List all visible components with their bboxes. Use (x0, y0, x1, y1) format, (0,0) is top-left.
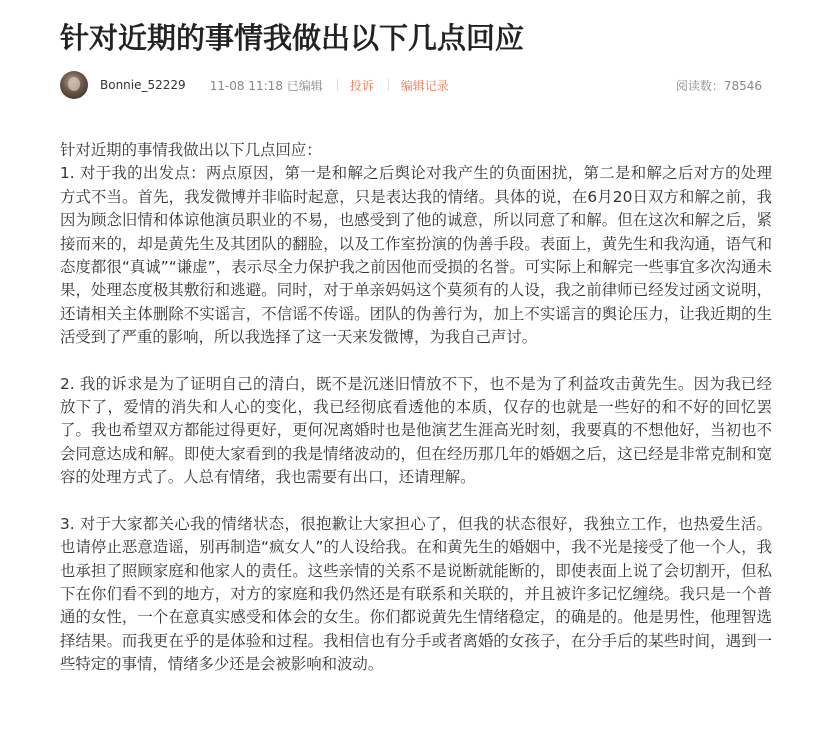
edit-history-link[interactable]: 编辑记录 (400, 78, 449, 93)
read-count: 阅读数：78546 (675, 78, 762, 93)
report-link[interactable]: 投诉 (349, 78, 374, 93)
meta-divider (388, 79, 389, 91)
article-intro: 针对近期的事情我做出以下几点回应： (60, 141, 322, 159)
article-body (60, 139, 772, 700)
meta-divider (337, 79, 338, 91)
post-time: 11-08 11:18 已编辑 (209, 78, 323, 93)
article-paragraph-2: 2. 我的诉求是为了证明自己的清白，既不是沉迷旧情放不下，也不是为了利益攻击黄先生。因为我已经放下了，爱情的消失和人心的变化，我已经彻底看透他的本质，仅存的也就是一些好的和不好的回忆罢了。我也希望双方都能过得更好，更何况离婚时也是他演艺生涯高光时刻，我要真的不想他好，当初也不会同意达成和解。即使大家看到的我是情绪波动的，但在经历那几年的婚姻之后，这已经是非常克制和宽容的处理方式了。人总有情绪，我也需要有出口，还请理解。 (60, 374, 772, 487)
article-meta-bar (60, 70, 762, 100)
author-avatar[interactable] (60, 71, 88, 99)
article-title: 针对近期的事情我做出以下几点回应 (60, 21, 525, 55)
author-name[interactable]: Bonnie_52229 (100, 78, 186, 92)
article-paragraph-1: 1. 对于我的出发点：两点原因，第一是和解之后舆论对我产生的负面困扰，第二是和解之后对方的处理方式不当。首先，我发微博并非临时起意，只是表达我的情绪。具体的说，在6月20日双方和解之前，我因为顾念旧情和体谅他演员职业的不易，也感受到了他的诚意，所以同意了和解。但在这次和解之后，紧接而来的，却是黄先生及其团队的翻脸，以及工作室扮演的伪善手段。表面上，黄先生和我沟通，语气和态度都很“真诚”“谦虚”，表示尽全力保护我之前因他而受损的名誉。可实际上和解完一些事宜多次沟通未果，处理态度极其敷衍和逃避。同时，对于单亲妈妈这个莫须有的人设，我之前律师已经发过函文说明，还请相关主体删除不实谣言，不信谣不传谣。团队的伪善行为，加上不实谣言的舆论压力，让我近期的生活受到了严重的影响，所以我选择了这一天来发微博，为我自己声讨。 (60, 164, 772, 347)
article-paragraph-3: 3. 对于大家都关心我的情绪状态，很抱歉让大家担心了，但我的状态很好，我独立工作，也热爱生活。也请停止恶意造谣，别再制造“疯女人”的人设给我。在和黄先生的婚姻中，我不光是接受了他一个人，我也承担了照顾家庭和他家人的责任。这些亲情的关系不是说断就能断的，即使表面上说了会切割开，但私下在你们看不到的地方，对方的家庭和我仍然还是有联系和关联的，并且被许多记忆缠绕。我只是一个普通的女性，一个在意真实感受和体会的女生。你们都说黄先生情绪稳定，的确是的。他是男性，他理智选择结果。而我更在乎的是体验和过程。我相信也有分手或者离婚的女孩子，在分手后的某些时间，遇到一些特定的事情，情绪多少还是会被影响和波动。 (60, 514, 772, 674)
